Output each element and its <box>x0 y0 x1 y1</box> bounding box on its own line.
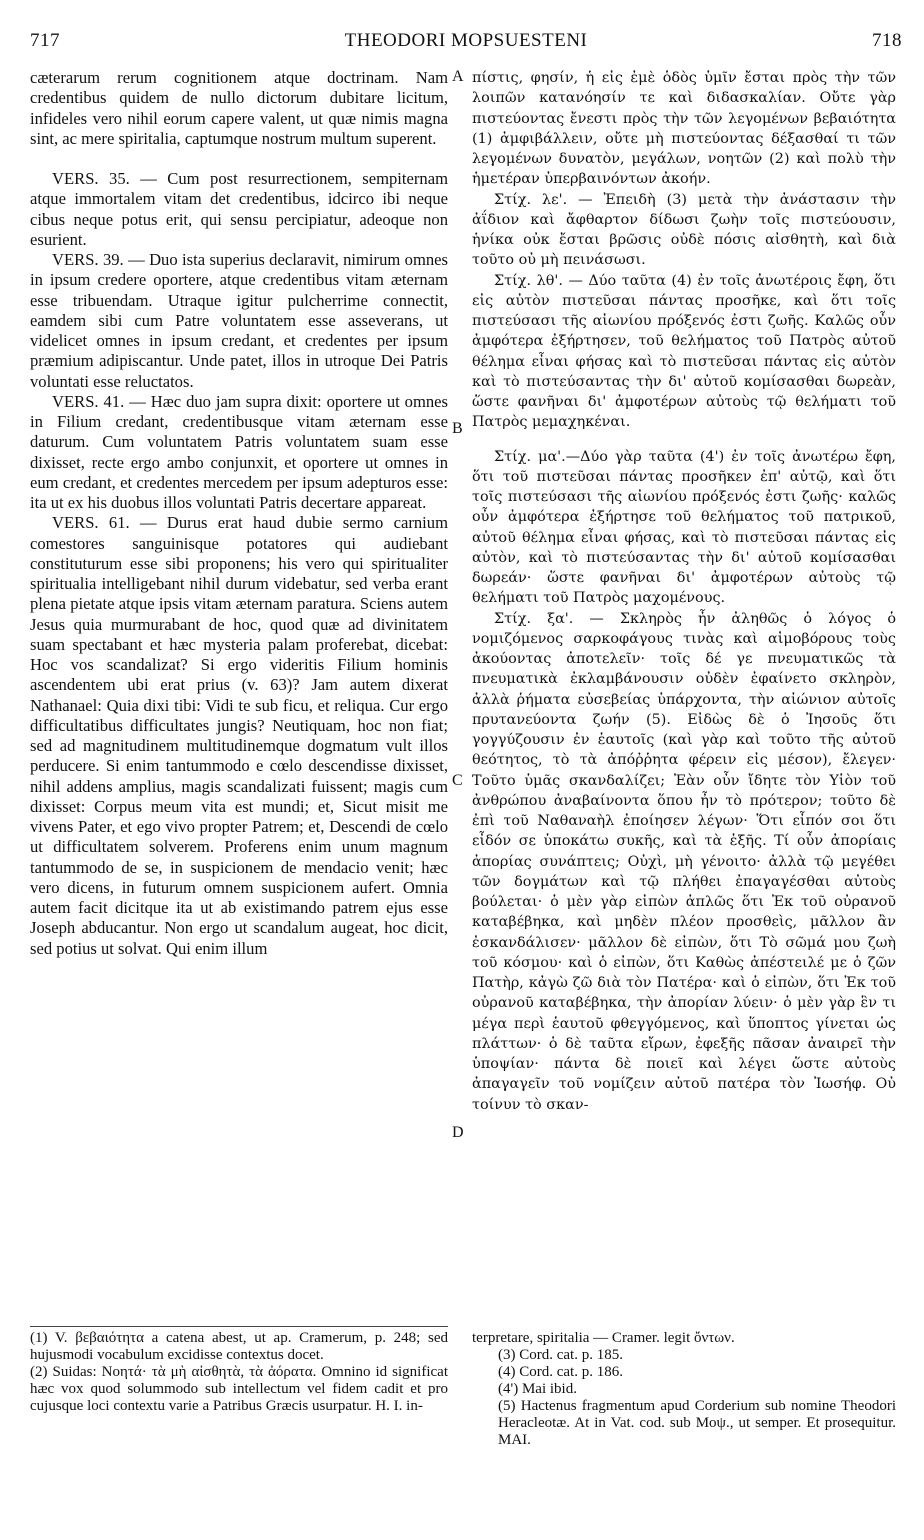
margin-letter: B <box>452 420 463 437</box>
greek-paragraph: Στίχ. μα'.—Δύο γὰρ ταῦτα (4') ἐν τοῖς ἀνωτέρω ἔφη, ὅτι τοῦ πιστεῦσαι πάντας προσῆκεν ἐπ' αὐτῷ, καὶ ὅτι τοῖς πιστεύσασι τῆς αἰωνίου πρόξενός ἐστι ζωῆς· καλῶς οὖν ἀμφότερα ἐξήρτησε τοῦ θελήματος τοῦ πατρικοῦ, αὐτοῦ θέλημα εἶναι φήσας, καὶ τὸ πιστεῦσαι πάντας εἰς αὐτὸν, καὶ τὸ πιστεύσαντας τὴν δι' αὐτοῦ κομίσασθαι δωρεάν· ὥστε φανῆναι δι' ἀμφοτέρων αὐτοὺς τῷ θελήματι τοῦ Πατρὸς μαχομένους. <box>472 448 896 607</box>
page-header <box>30 30 902 54</box>
margin-letter: C <box>452 772 463 789</box>
latin-paragraph: VERS. 61. — Durus erat haud dubie sermo carnium comestores sanguinisque potatores qui audiebant constituturum esse sibi proponens; his vero qui spiritualiter spiritualia intelligebant nihil durum videbatur, sed verba erant plena pietate atque ipsis vitam æternam paratura. Sciens autem Jesus quia murmurabant de hoc, quod quæ ad divinitatem suam spectabant et hæc mysteria palam proferebat, dicebat: Hoc vos scandalizat? Si ergo videritis Filium hominis ascendentem ubi erat prius (v. 63)? Jam autem dixerat Nathanael: Quia dixi tibi: Vidi te sub ficu, et reliqua. Cur ergo difficultatibus difficultates jungis? Neutiquam, hoc non fiat; sed ad magnitudinem multitudinemque dogmatum vult illos perducere. Si enim tantummodo e cœlo descendisse dixisset, nihil addens amplius, magis scandalizati fuissent; magis cum dixisset: Corpus meum vita est mundi; et, Sicut misit me vivens Pater, et ego vivo propter Patrem; et, Descendi de cœlo ut difficultatem solverem. Proferens enim unum magnum tantummodo de se, in suspicionem de mendacio venit; hæc vero dicens, in futurum omnem suspicionem aufert. Omnia autem facit dicitque ita ut ab existimando patrem ejus esse Joseph abducantur. Non ergo ut scandalum augeat, hoc dicit, sed potius ut solvat. Qui enim illum <box>30 513 448 958</box>
latin-paragraph: VERS. 41. — Hæc duo jam supra dixit: oportere ut omnes in Filium credant, credentibusque vitam æternam esse daturum. Cum voluntatem Patris voluntatem suam esse dixisset, recte ergo ambo conjunxit, et oportere ut omnes in eum credant, et credentes mercedem per ipsum adepturos esse: ita ut ex his duobus illos voluntati Patris decertare appareat. <box>30 391 448 512</box>
greek-paragraph: Στίχ. ξα'. — Σκληρὸς ἦν ἀληθῶς ὁ λόγος ὁ νομιζόμενος σαρκοφάγους τινὰς καὶ αἱμοβόρους τοὺς ἀκούοντας ἀποτελεῖν· τοῖς δέ γε πνευματικῶς τὰ πνευματικὰ ἐκλαμβάνουσιν οὐδὲν ἐφαίνετο σκληρὸν, ἀλλὰ ῥήματα εὐσεβείας ὑπάρχοντα, τὴν αἰώνιον αὐτοῖς πρυτανεύοντα ζωήν (5). Εἰδὼς δὲ ὁ Ἰησοῦς ὅτι γογγύζουσιν ἐν ἑαυτοῖς (καὶ γὰρ καὶ τοῦτο τῆς αὐτοῦ θεότητος, τὸ τὰ ἀπόῤῥητα φέρειν εἰς μέσον), ἔλεγεν· Τοῦτο ὑμᾶς σκανδαλίζει; Ἐὰν οὖν ἴδητε τὸν Υἱὸν τοῦ ἀνθρώπου ἀναβαίνοντα ὅπου ἦν τὸ πρότερον; τοῦτο δὲ ἐπὶ τοῦ Ναθαναὴλ ἐποίησεν λέγων· Ὅτι εἶπόν σοι ὅτι εἶδόν σε ὑποκάτω συκῆς, καὶ τὰ ἑξῆς. Τί οὖν ἀπορίαις ἀπορίας συνάπτεις; Οὐχὶ, μὴ γένοιτο· ἀλλὰ τῷ μεγέθει τῶν δογμάτων καὶ τῷ πλήθει ἐπαγαγέσθαι αὐτοὺς βούλεται· ὁ μὲν γὰρ εἰπὼν ἁπλῶς ὅτι Ἐκ τοῦ οὐρανοῦ καταβέβηκα, καὶ μηδὲν πλέον προσθεὶς, μᾶλλον ἂν ἐσκανδάλισεν· μᾶλλον δὲ εἰπὼν, ὅτι Τὸ σῶμά μου ζωὴ τοῦ κόσμου· καὶ ὁ εἰπὼν, ὅτι Καθὼς ἀπέστειλέ με ὁ ζῶν Πατὴρ, κἀγὼ ζῶ διὰ τὸν Πατέρα· καὶ ὁ εἰπὼν, ὅτι Ἐκ τοῦ οὐρανοῦ καταβέβηκα, τὴν ἀπορίαν λύειν· ὁ μὲν γὰρ ἓν τι μέγα περὶ ἑαυτοῦ φθεγγόμενος, καὶ ὕποπτος γίνεται ὡς πλάττων· ὁ δὲ ταῦτα εἴρων, ἐφεξῆς πᾶσαν ἀναιρεῖ τὴν ὑποψίαν· πάντα δὲ ποιεῖ καὶ λέγει ὥστε αὐτοὺς ἀπαγαγεῖν τοῦ νομίζειν αὐτοῦ πατέρα τὸν Ἰωσήφ. Οὐ τοίνυν τὸ σκαν- <box>472 610 896 1113</box>
running-title: THEODORI MOPSUESTENI <box>344 30 588 51</box>
greek-paragraph: πίστις, φησίν, ἡ εἰς ἐμὲ ὁδὸς ὑμῖν ἔσται πρὸς τὴν τῶν λοιπῶν κατανόησίν τε καὶ διδασκαλίαν. Οὔτε γὰρ πιστεύοντας ἔνεστι πρὸς τὴν τῶν λεγομένων βεβαιότητα (1) ἀμφιβάλλειν, οὔτε μὴ πιστεύοντας δέξασθαί τι τῶν λεγομένων δυνατὸν, μεγάλων, νοητῶν (2) καὶ πολὺ τὴν ἡμετέραν ὑπερβαινόντων ἀκοήν. <box>472 70 896 188</box>
footnote: terpretare, spiritalia — Cramer. legit ὄντων. <box>472 1330 735 1346</box>
latin-column <box>30 68 448 959</box>
footnote: (4) Cord. cat. p. 186. <box>498 1364 623 1380</box>
footnote: (4') Mai ibid. <box>498 1381 577 1397</box>
greek-paragraph: Στίχ. λθ'. — Δύο ταῦτα (4) ἐν τοῖς ἀνωτέροις ἔφη, ὅτι εἰς αὐτὸν πιστεῦσαι πάντας προσῆκε, καὶ ὅτι τοῖς πιστεύσασι τῆς αἰωνίου πρόξενός ἐστι ζωῆς. Καλῶς οὖν ἀμφότερα ἐξήρτησεν, τοῦ θελήματος τοῦ Πατρὸς αὐτοῦ θέλημα εἶναι φήσας καὶ τὸ πιστεῦσαι πάντας εἰς αὐτὸν καὶ τὸ πιστεύσαντας τὴν δι' αὐτοῦ κομίσασθαι δωρεὰν, ὥστε φανῆναι δι' ἀμφοτέρων αὐτοὺς τῷ θελήματι τοῦ Πατρὸς μεμαχηκέναι. <box>472 272 896 431</box>
greek-paragraph: Στίχ. λε'. — Ἐπειδὴ (3) μετὰ τὴν ἀνάστασιν τὴν ἀΐδιον καὶ ἄφθαρτον δίδωσι ζωὴν τοῖς πιστεύουσιν, ἡνίκα οὐκ ἔσται βρῶσις οὐδὲ πόσις αἰσθητὴ, καὶ διὰ τοῦτο οὐ μὴ πεινάσωσι. <box>472 191 896 269</box>
latin-paragraph: VERS. 39. — Duo ista superius declaravit, nimirum omnes in ipsum credere oportere, atque credentibus vitam æternam esse tribuendam. Utraque igitur pulcherrime connectit, eamdem sibi cum Patre voluntatem esse asseverans, ut videlicet omnes in ipsum credant, et credentes per ipsum præmium adipiscantur. Unde patet, illos in utroque Dei Patris voluntati esse reluctatos. <box>30 250 448 391</box>
footnote-rule <box>30 1326 448 1327</box>
greek-column <box>472 68 896 1115</box>
footnote: (1) V. βεβαιότητα a catena abest, ut ap. Cramerum, p. 248; sed hujusmodi vocabulum excidisse contextus docet. <box>30 1330 448 1363</box>
footnote: (2) Suidas: Νοητά· τὰ μὴ αἰσθητὰ, τὰ ἀόρατα. Omnino id significat hæc vox quod solummodo sub intellectum vel fidem cadit et pro cujusque loci contextu varie a Patribus Græcis usurpatur. H. I. in- <box>30 1364 448 1414</box>
page-number-left: 717 <box>30 30 60 51</box>
margin-letter: A <box>452 68 464 85</box>
margin-letter: D <box>452 1124 464 1141</box>
footnote: (3) Cord. cat. p. 185. <box>498 1347 623 1363</box>
footnotes-left <box>30 1330 448 1415</box>
latin-paragraph: VERS. 35. — Cum post resurrectionem, sempiternam atque immortalem vitam det credentibus, idcirco ibi neque cibus neque potus erit, qui sensu percipiatur, adeoque non esurient. <box>30 169 448 249</box>
footnote: (5) Hactenus fragmentum apud Corderium sub nomine Theodori Heracleotæ. At in Vat. cod. sub Μοψ., ut semper. Et prosequitur. MAI. <box>498 1398 896 1448</box>
latin-paragraph: cæterarum rerum cognitionem atque doctrinam. Nam credentibus quidem de nullo dictorum dubitare licitum, infideles vero nihil eorum capere valent, ut quæ nimis magna sint, ac mere spiritalia, captumque nostrum multum superent. <box>30 68 448 148</box>
page-number-right: 718 <box>872 30 902 51</box>
footnotes-right <box>472 1330 896 1449</box>
